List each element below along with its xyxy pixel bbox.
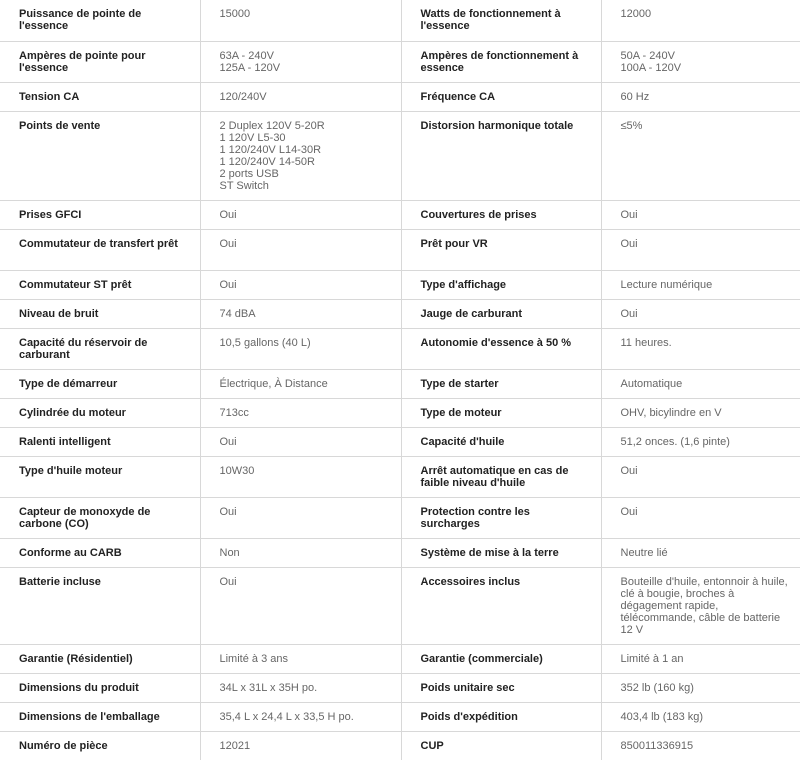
spec-label: Distorsion harmonique totale (401, 111, 601, 200)
table-row (0, 644, 800, 673)
spec-label: Poids d'expédition (401, 702, 601, 731)
spec-label: Capteur de monoxyde de carbone (CO) (0, 497, 200, 538)
spec-label: Garantie (Résidentiel) (0, 644, 200, 673)
table-row (0, 538, 800, 567)
spec-value: Bouteille d'huile, entonnoir à huile, clé à bougie, broches à dégagement rapide, télécommande, câble de batterie 12 V (601, 567, 800, 644)
spec-label: Batterie incluse (0, 567, 200, 644)
spec-value: 850011336915 (620, 739, 694, 752)
spec-label: Arrêt automatique en cas de faible niveau d'huile (401, 456, 601, 497)
spec-label: Type d'huile moteur (0, 456, 200, 497)
spec-value: 403,4 lb (183 kg) (601, 702, 800, 731)
spec-value: 74 dBA (200, 299, 401, 328)
spec-value: Oui (200, 427, 401, 456)
table-row (0, 567, 800, 644)
table-row (0, 41, 800, 82)
spec-value: OHV, bicylindre en V (601, 398, 800, 427)
spec-value: Neutre lié (601, 538, 800, 567)
spec-value: 34L x 31L x 35H po. (200, 673, 401, 702)
spec-value: Oui (200, 270, 401, 299)
spec-label: Tension CA (0, 82, 200, 111)
spec-label: Poids unitaire sec (401, 673, 601, 702)
spec-value: 11 heures. (601, 328, 800, 369)
table-row (0, 270, 800, 299)
spec-label: Commutateur ST prêt (0, 270, 200, 299)
spec-label: CUP (401, 731, 601, 760)
table-row (0, 702, 800, 731)
spec-label: Autonomie d'essence à 50 % (401, 328, 601, 369)
spec-label: Conforme au CARB (0, 538, 200, 567)
spec-label: Puissance de pointe de l'essence (0, 0, 200, 41)
table-row (0, 731, 800, 760)
spec-label: Ralenti intelligent (0, 427, 200, 456)
spec-value: Oui (601, 200, 800, 229)
spec-value: 352 lb (160 kg) (601, 673, 800, 702)
table-row (0, 82, 800, 111)
spec-label: Prêt pour VR (401, 229, 601, 270)
spec-value: Oui (601, 229, 800, 270)
spec-label: Capacité du réservoir de carburant (0, 328, 200, 369)
spec-value: Oui (200, 567, 401, 644)
spec-value: 10W30 (200, 456, 401, 497)
spec-label: Prises GFCI (0, 200, 200, 229)
spec-label: Capacité d'huile (401, 427, 601, 456)
table-row (0, 673, 800, 702)
spec-value: 51,2 onces. (1,6 pinte) (601, 427, 800, 456)
spec-label: Fréquence CA (401, 82, 601, 111)
spec-value: 713cc (200, 398, 401, 427)
spec-label: Type de démarreur (0, 369, 200, 398)
table-row (0, 497, 800, 538)
spec-label: Jauge de carburant (401, 299, 601, 328)
spec-label: Couvertures de prises (401, 200, 601, 229)
spec-label: Protection contre les surcharges (401, 497, 601, 538)
table-row (0, 111, 800, 200)
spec-value: Non (200, 538, 401, 567)
spec-label: Type d'affichage (401, 270, 601, 299)
spec-value: Oui (601, 456, 800, 497)
spec-value: Oui (601, 299, 800, 328)
table-row (0, 299, 800, 328)
spec-label: Numéro de pièce (0, 731, 200, 760)
spec-value: 120/240V (200, 82, 401, 111)
spec-value: 10,5 gallons (40 L) (200, 328, 401, 369)
spec-value: 2 Duplex 120V 5-20R 1 120V L5-30 1 120/240V L14-30R 1 120/240V 14-50R 2 ports USB ST Switch (200, 111, 401, 200)
spec-value: Limité à 1 an (601, 644, 800, 673)
spec-value: Oui (200, 497, 401, 538)
spec-label: Type de moteur (401, 398, 601, 427)
spec-value: 35,4 L x 24,4 L x 33,5 H po. (200, 702, 401, 731)
spec-label: Système de mise à la terre (401, 538, 601, 567)
spec-label: Watts de fonctionnement à l'essence (401, 0, 601, 41)
spec-label: Cylindrée du moteur (0, 398, 200, 427)
spec-value: 63A - 240V 125A - 120V (200, 41, 401, 82)
table-row (0, 200, 800, 229)
spec-value: 12000 (601, 0, 800, 41)
spec-label: Commutateur de transfert prêt (0, 229, 200, 270)
spec-value: Oui (200, 200, 401, 229)
spec-label: Dimensions du produit (0, 673, 200, 702)
spec-label: Ampères de fonctionnement à essence (401, 41, 601, 82)
spec-value: Électrique, À Distance (200, 369, 401, 398)
spec-label: Niveau de bruit (0, 299, 200, 328)
spec-label: Dimensions de l'emballage (0, 702, 200, 731)
spec-value: Oui (200, 229, 401, 270)
spec-label: Accessoires inclus (401, 567, 601, 644)
spec-label: Points de vente (0, 111, 200, 200)
spec-label: Ampères de pointe pour l'essence (0, 41, 200, 82)
table-row (0, 427, 800, 456)
table-row (0, 398, 800, 427)
spec-value: 12021 (200, 731, 401, 760)
spec-value: Oui (601, 497, 800, 538)
spec-value: 60 Hz (601, 82, 800, 111)
spec-label: Type de starter (401, 369, 601, 398)
spec-value: Lecture numérique (601, 270, 800, 299)
spec-value: 50A - 240V 100A - 120V (601, 41, 800, 82)
table-row (0, 0, 800, 41)
spec-value: Automatique (601, 369, 800, 398)
spec-value: Limité à 3 ans (200, 644, 401, 673)
spec-value: ≤5% (601, 111, 800, 200)
spec-label: Garantie (commerciale) (401, 644, 601, 673)
table-row (0, 328, 800, 369)
table-row (0, 456, 800, 497)
spec-value: 15000 (200, 0, 401, 41)
table-row (0, 369, 800, 398)
table-row (0, 229, 800, 270)
